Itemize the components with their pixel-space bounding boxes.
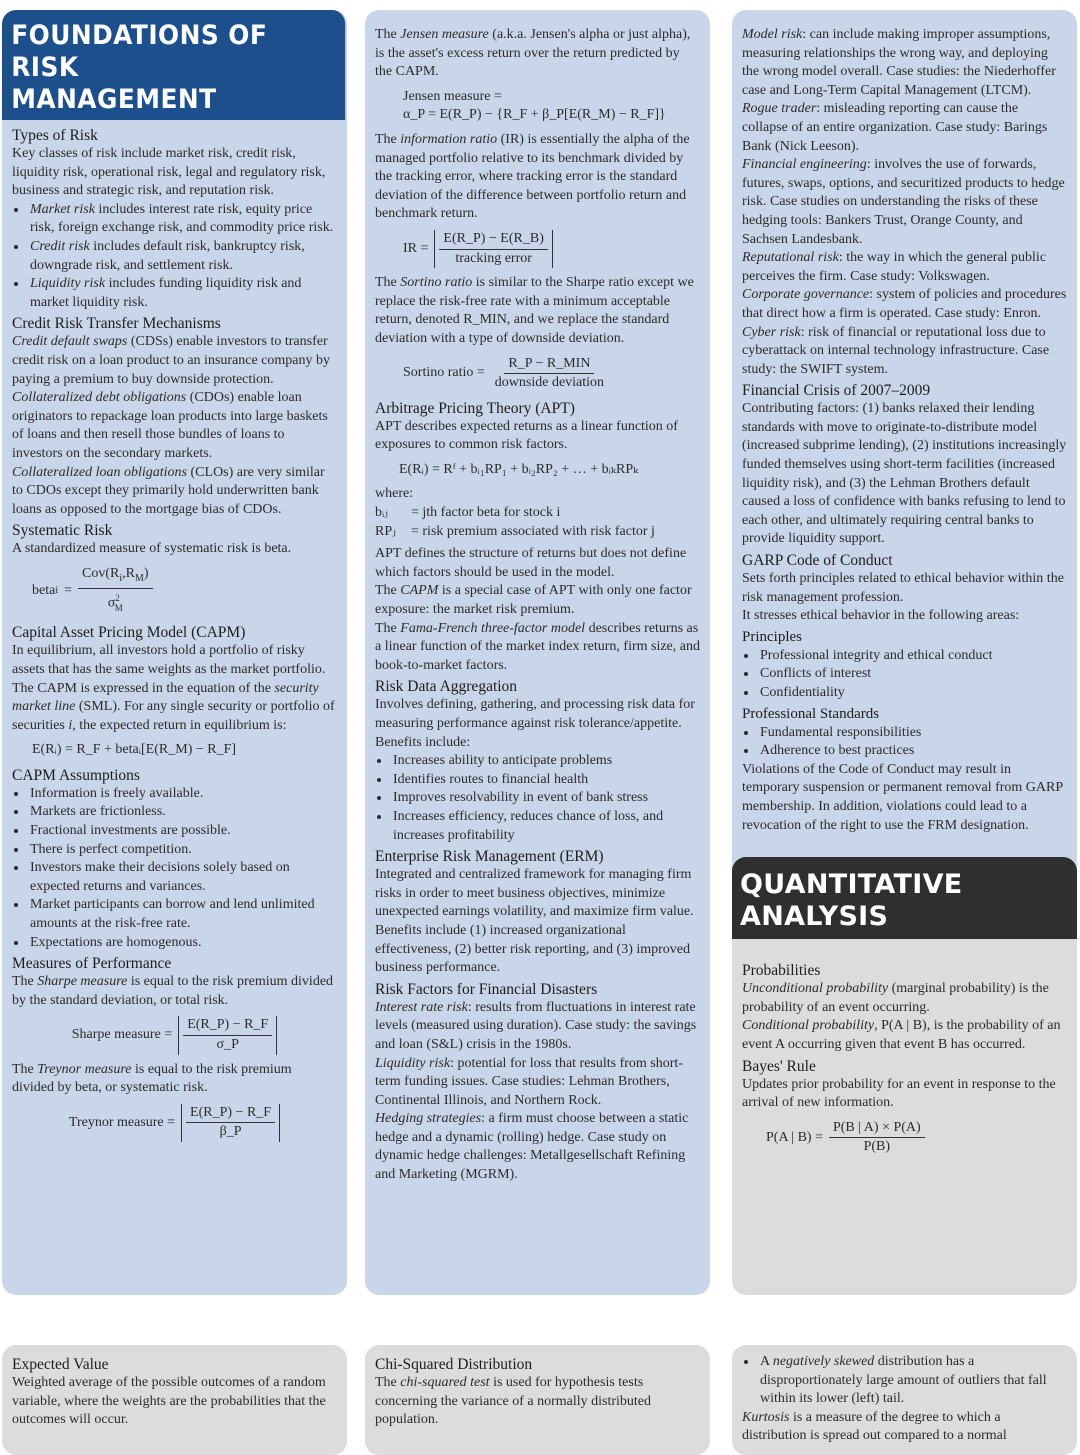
paragraph: Collateralized loan obligations (CLOs) are very similar to CDOs except they primarily hold underwritten bank loans as opposed to the mortgage bias of CDOs. (12, 464, 325, 517)
list-item: • Fundamental responsibilities (758, 724, 1067, 743)
list-item: • Credit risk includes default risk, bankruptcy risk, downgrade risk, and settlement risk. (28, 238, 337, 275)
list-item: • Confidentiality (758, 684, 1067, 703)
heading-garp-code: GARP Code of Conduct (742, 552, 893, 570)
ir-formula: IR = $\frac{E(R\_P) - E(R\_B)}{\text{tracking error}}$ (375, 230, 700, 268)
heading-expected-value: Expected Value (12, 1356, 109, 1373)
section-banner-foundations (2, 10, 345, 120)
banner-line-1: FOUNDATIONS OF RISK (11, 20, 268, 83)
paragraph: Kurtosis is a measure of the degree to which a distribution is spread out compared to a normal (742, 1409, 1007, 1444)
list-item: • Markets are frictionless. (28, 803, 337, 822)
paragraph: Updates prior probability for an event in response to the arrival of new information. (742, 1076, 1056, 1111)
heading-credit-risk-transfer: Credit Risk Transfer Mechanisms (12, 315, 221, 333)
paragraph: Cyber risk: risk of financial or reputational loss due to cyberattack on internal technology infrastructure. Case study: the SWIFT system. (742, 324, 1050, 377)
heading-systematic-risk: Systematic Risk (12, 522, 113, 540)
paragraph: Contributing factors: (1) banks relaxed their lending standards with move to originate-to-distribute model (increased subprime lending), (2) institutions increasingly funded themselves using short-term facilities (increased liquidity risk), and (3) the Lehman Brothers default caused a loss of confidence with banks refusing to lend to each other, and ultimately requiring central banks to provide liquidity support. (742, 401, 1067, 547)
heading-measures-of-performance: Measures of Performance (12, 955, 172, 973)
heading-capm-assumptions: CAPM Assumptions (12, 766, 140, 784)
column-2 (365, 10, 710, 1295)
list-item: • A negatively skewed distribution has a disproportionately large amount of outliers that fall within its lower (left) tail. (758, 1353, 1067, 1409)
heading-chi-squared: Chi-Squared Distribution (375, 1356, 533, 1373)
list-item: • Improves resolvability in event of bank stress (391, 789, 700, 808)
bottom-box-3 (732, 1345, 1077, 1455)
list-item: • Professional integrity and ethical conduct (758, 647, 1067, 666)
treynor-formula: Treynor measure = $\frac{E(R\_P) - R\_F}{\beta\_P}$ (12, 1104, 337, 1142)
list-item: • Increases ability to anticipate problems (391, 752, 700, 771)
paragraph: The chi-squared test is used for hypothesis tests concerning the variance of a normally distributed population. (375, 1375, 652, 1428)
paragraph: Integrated and centralized framework for managing firm risks in order to meet business objectives, minimize unexpected earnings volatility, and maximize firm value. Benefits include (1) increased organizational effectiveness, (2) better risk reporting, and (3) improved business performance. (375, 867, 694, 976)
sortino-formula: Sortino ratio = $\frac{\text{R\_P − R\_MIN}}{\text{downside deviation}}$ (403, 355, 605, 391)
sharpe-formula: Sharpe measure = $\frac{E(R\_P) - R\_F}{\sigma\_P}$ (12, 1016, 337, 1054)
jensen-formula: Jensen measure = α_P = E(R_P) − {R_F + β_P[E(R_M) − R_F]} (403, 88, 666, 123)
heading-principles: Principles (742, 628, 802, 645)
types-of-risk-list (12, 201, 337, 313)
paragraph: Rogue trader: misleading reporting can cause the collapse of an entire organization. Case study: Barings Bank (Nick Leeson). (742, 101, 1048, 154)
heading-types-of-risk: Types of Risk (12, 127, 98, 144)
paragraph: Involves defining, gathering, and processing risk data for measuring performance against risk tolerance/appetite. Benefits include: (375, 697, 695, 750)
paragraph: Financial engineering: involves the use of forwards, futures, swaps, options, and securitized products to hedge risk. Case studies on understanding the risks of these hedging tools: Bankers Trust, Orange County, and Sachsen Landesbank. (742, 157, 1065, 247)
paragraph: The Sharpe measure is equal to the risk premium divided by the standard deviation, or total risk. (12, 974, 334, 1008)
heading-professional-standards: Professional Standards (742, 705, 880, 722)
heading-risk-data-aggregation: Risk Data Aggregation (375, 678, 518, 696)
types-of-risk-text: Key classes of risk include market risk, credit risk, liquidity risk, operational risk, legal and regulatory risk, business and strategic risk, and reputation risk. (12, 146, 326, 199)
paragraph: Violations of the Code of Conduct may result in temporary suspension or permanent removal from GARP membership. In addition, violations could lead to a revocation of the right to use the FRM designation. (742, 761, 1063, 833)
paragraph: Sets forth principles related to ethical behavior within the risk management profession. (742, 571, 1064, 605)
paragraph: The information ratio (IR) is essentially the alpha of the managed portfolio relative to its benchmark divided by the tracking error, where tracking error is the standard deviation of the difference between portfolio return and benchmark return. (375, 131, 690, 222)
list-item: • Conflicts of interest (758, 665, 1067, 684)
apt-definitions: where: bᵢⱼ = jth factor beta for stock i RPⱼ = risk premium associated with risk factor j (375, 486, 655, 539)
heading-erm: Enterprise Risk Management (ERM) (375, 848, 604, 866)
paragraph: Model risk: can include making improper assumptions, measuring relationships the wrong way, and deploying the wrong model overall. Case studies: the Niederhoffer case and Long-Term Capital Management (LTCM). (742, 27, 1056, 98)
apt-formula: E(Rᵢ) = Rᶠ + bᵢ₁RP₁ + bᵢ₂RP₂ + … + bᵢₖRPₖ (399, 461, 639, 477)
paragraph: The CAPM is a special case of APT with only one factor exposure: the market risk premium. (375, 583, 692, 618)
paragraph: Credit default swaps (CDSs) enable investors to transfer credit risk on a loan product to an insurance company by paying a premium to buy downside protection. (12, 334, 331, 387)
heading-bayes-rule: Bayes' Rule (742, 1057, 816, 1075)
paragraph: Liquidity risk: potential for loss that results from short-term funding issues. Case studies: Lehman Brothers, Continental Illinois, and Northern Rock. (375, 1055, 683, 1108)
paragraph: The Jensen measure (a.k.a. Jensen's alpha or just alpha), is the asset's excess return over the return predicted by the CAPM. (375, 27, 691, 80)
bottom-box-1 (2, 1345, 347, 1455)
heading-risk-factors: Risk Factors for Financial Disasters (375, 980, 598, 998)
paragraph: Weighted average of the possible outcomes of a random variable, where the weights are the probabilities that the outcomes will occur. (12, 1375, 326, 1428)
standards-list (742, 724, 1067, 761)
list-item: • Liquidity risk includes funding liquidity risk and market liquidity risk. (28, 275, 337, 312)
bayes-formula: P(A | B) = $\frac{P(B | A) \times P(A)}{P(B)}$ (742, 1119, 1067, 1157)
paragraph: Hedging strategies: a firm must choose between a static hedge and a dynamic (rolling) hedge. Case study on dynamic hedge challenges: Metallgesellschaft Refining and Marketing (MGRM). (375, 1111, 689, 1183)
heading-capm: Capital Asset Pricing Model (CAPM) (12, 624, 246, 642)
list-item: • There is perfect competition. (28, 841, 337, 860)
list-item: • Expectations are homogenous. (28, 934, 337, 953)
list-item: • Market risk includes interest rate risk, equity price risk, foreign exchange risk, and commodity price risk. (28, 201, 337, 238)
paragraph: The Sortino ratio is similar to the Sharpe ratio except we replace the risk-free rate with a minimum acceptable return, denoted R_MIN, and we replace the standard deviation with a type of downside deviation. (375, 275, 694, 346)
section-banner-quantitative: QUANTITATIVE ANALYSIS (732, 857, 1077, 939)
heading-apt: Arbitrage Pricing Theory (APT) (375, 399, 575, 417)
paragraph: The Fama-French three-factor model describes returns as a linear function of the market index return, firm size, and book-to-market factors. (375, 620, 700, 673)
list-item: • Investors make their decisions solely based on expected returns and variances. (28, 859, 337, 896)
list-item: • Adherence to best practices (758, 742, 1067, 761)
skew-list (742, 1353, 1067, 1409)
paragraph: Collateralized debt obligations (CDOs) enable loan originators to repackage loan products into large baskets of loans and then resell those bundles of loans to investors on the secondary markets. (12, 390, 328, 461)
paragraph: Conditional probability, P(A | B), is the probability of an event A occurring given that event B has occurred. (742, 1018, 1061, 1052)
capm-assumptions-list (12, 785, 337, 952)
paragraph: Reputational risk: the way in which the general public perceives the firm. Case study: Volkswagen. (742, 250, 1047, 284)
heading-probabilities: Probabilities (742, 962, 821, 980)
heading-financial-crisis: Financial Crisis of 2007–2009 (742, 382, 931, 400)
paragraph: In equilibrium, all investors hold a portfolio of risky assets that has the same weights as the market portfolio. The CAPM is expressed in the equation of the security market line (SML). For any single security or portfolio of securities i, the expected return in equilibrium is: (12, 643, 335, 733)
paragraph: APT defines the structure of returns but does not define which factors should be used in the model. (375, 546, 687, 580)
paragraph: Corporate governance: system of policies and procedures that direct how a firm is operated. Case study: Enron. (742, 287, 1067, 321)
capm-formula: E(Rᵢ) = R_F + betaᵢ[E(R_M) − R_F] (32, 742, 237, 758)
paragraph: It stresses ethical behavior in the following areas: (742, 608, 1020, 624)
list-item: • Fractional investments are possible. (28, 822, 337, 841)
paragraph: Unconditional probability (marginal probability) is the probability of an event occurring. (742, 981, 1049, 1015)
column-1 (2, 10, 347, 1295)
paragraph: The Treynor measure is equal to the risk premium divided by beta, or systematic risk. (12, 1061, 292, 1096)
column-3 (732, 10, 1077, 1295)
paragraph: APT describes expected returns as a linear function of exposures to common risk factors. (375, 418, 678, 453)
list-item: • Increases efficiency, reduces chance of loss, and increases profitability (391, 808, 700, 845)
principles-list (742, 647, 1067, 703)
paragraph: A standardized measure of systematic risk is beta. (12, 541, 292, 557)
risk-data-benefits-list (375, 752, 700, 845)
list-item: • Identifies routes to financial health (391, 771, 700, 790)
list-item: • Market participants can borrow and lend unlimited amounts at the risk-free rate. (28, 896, 337, 933)
bottom-box-2 (365, 1345, 710, 1455)
list-item: • Information is freely available. (28, 785, 337, 804)
paragraph: Interest rate risk: results from fluctuations in interest rate levels (measured using duration). Case study: the savings and loan (S&L) crisis in the 1980s. (375, 999, 697, 1052)
banner-line-2: MANAGEMENT (11, 84, 217, 115)
beta-formula: beta i = $\frac{Cov(R_i,R_M)}{\sigma^2_M}$ (12, 565, 337, 617)
